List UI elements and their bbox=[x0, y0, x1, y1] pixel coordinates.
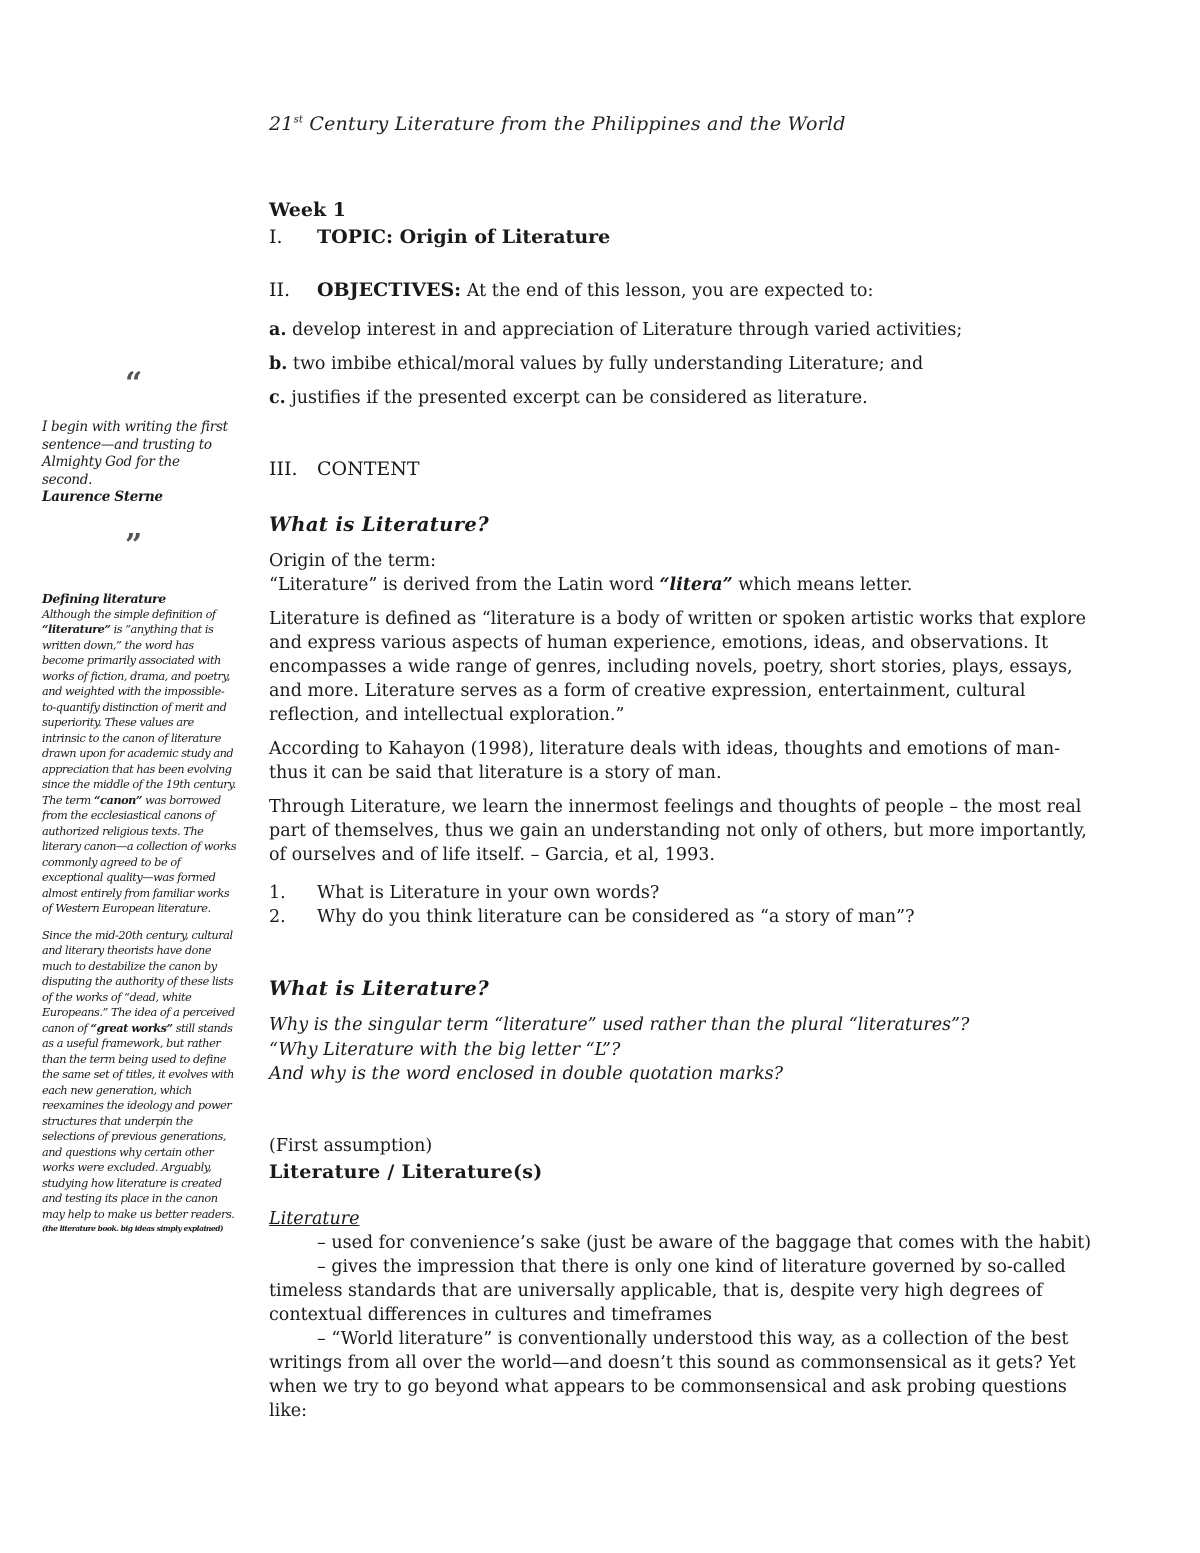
sidebar-defining-literature bbox=[42, 591, 237, 1234]
guiding-questions bbox=[269, 1013, 1099, 1087]
main-content bbox=[269, 197, 1099, 1423]
question-list bbox=[269, 881, 1099, 929]
sidebar-title: Defining literature bbox=[42, 591, 166, 606]
quote-close-mark: ” bbox=[125, 528, 143, 563]
guiding-question: “Why Literature with the big letter “L”? bbox=[269, 1039, 621, 1060]
sidebar-quote-author: Laurence Sterne bbox=[42, 489, 163, 505]
objective-item: b. two imbibe ethical/moral values by fully understanding Literature; and bbox=[269, 354, 924, 374]
page-header-title: 21st Century Literature from the Philippines and the World bbox=[269, 113, 846, 135]
assumption-label: (First assumption) bbox=[269, 1135, 433, 1156]
week-label: Week 1 bbox=[269, 199, 346, 221]
note-item: – used for convenience’s sake (just be aware of the baggage that comes with the habit) bbox=[317, 1232, 1092, 1253]
kahayon-paragraph: According to Kahayon (1998), literature deals with ideas, thoughts and emotions of man- thus it can be said that literature is a story of man. bbox=[269, 739, 1061, 783]
objectives-list bbox=[269, 318, 1099, 410]
note-item: – gives the impression that there is only one kind of literature governed by so-called timeless standards that are universally applicable, that is, despite very high degrees of contextual differences in cultures and timeframes bbox=[269, 1256, 1066, 1325]
garcia-paragraph: Through Literature, we learn the innermost feelings and thoughts of people – the most real part of themselves, thus we gain an understanding not only of others, but more importantly, of ourselves and of life itself. – Garcia, et al, 1993. bbox=[269, 797, 1087, 865]
literature-subheading: Literature bbox=[269, 1208, 360, 1229]
origin-of-term bbox=[269, 549, 1099, 597]
section-title: What is Literature? bbox=[269, 513, 490, 536]
topic-heading: I. TOPIC: Origin of Literature bbox=[269, 226, 611, 248]
literature-heading: Literature / Literature(s) bbox=[269, 1160, 543, 1183]
sidebar-quote bbox=[42, 419, 232, 507]
section-title: What is Literature? bbox=[269, 977, 490, 1000]
guiding-question: Why is the singular term “literature” used rather than the plural “literatures”? bbox=[269, 1015, 970, 1035]
guiding-question: And why is the word enclosed in double quotation marks? bbox=[269, 1064, 784, 1084]
definition-paragraph: Literature is defined as “literature is a body of written or spoken artistic works that explore and express various aspects of human experience, emotions, ideas, and observations. It encompasses a wide range of genres, including novels, poetry, short stories, plays, essays, and more. Literature serves as a form of creative expression, entertainment, cultural reflection, and intellectual exploration.” bbox=[269, 609, 1086, 725]
objective-item: a. develop interest in and appreciation of Literature through varied activities; bbox=[269, 320, 963, 340]
sidebar-paragraph: Although the simple definition of “literature” is “anything that is written down,” the word has become primarily associated with works of fiction, drama, and poetry, and weighted with the impossible-to-quantify distinction of merit and superiority. These values are intrinsic to the canon of literature drawn upon for academic study and appreciation that has been evolving since the middle of the 19th century. bbox=[42, 607, 236, 791]
sidebar-paragraph: Since the mid-20th century, cultural and literary theorists have done much to destabilize the canon by disputing the authority of these lists of the works of “dead, white Europeans.” The idea of a perceived canon of “great works” still stands as a useful framework, but rather than the term being used to define the same set of titles, it evolves with each new generation, which reexamines the ideology and power structures that underpin the selections of previous generations, and questions why certain other works were excluded. Arguably, studying how literature is created and testing its place in the canon may help to make us better readers. bbox=[42, 928, 235, 1221]
question-item: 1. What is Literature in your own words? bbox=[269, 883, 660, 903]
question-item: 2. Why do you think literature can be considered as “a story of man”? bbox=[269, 907, 915, 927]
objectives-heading: II. OBJECTIVES: At the end of this lesson, you are expected to: bbox=[269, 279, 874, 301]
quote-open-mark: “ bbox=[125, 366, 143, 401]
objective-item: c. justifies if the presented excerpt can be considered as literature. bbox=[269, 388, 868, 408]
origin-text: “Literature” is derived from the Latin word “litera” which means letter. bbox=[269, 575, 913, 595]
literature-notes bbox=[269, 1231, 1099, 1423]
sidebar-quote-text: I begin with writing the first sentence—and trusting to Almighty God for the second. bbox=[42, 419, 228, 488]
note-item: – “World literature” is conventionally understood this way, as a collection of the best writings from all over the world—and doesn’t this sound as commonsensical as it gets? Yet when we try to go beyond what appears to be commonsensical and ask probing questions like: bbox=[269, 1328, 1076, 1421]
content-heading: III. CONTENT bbox=[269, 458, 420, 480]
sidebar-paragraph: The term “canon” was borrowed from the ecclesiastical canons of authorized religious texts. The literary canon—a collection of works commonly agreed to be of exceptional quality—was formed almost entirely from familiar works of Western European literature. bbox=[42, 792, 237, 915]
origin-label: Origin of the term: bbox=[269, 551, 436, 571]
sidebar-source: (the literature book. big ideas simply explained) bbox=[42, 1224, 224, 1233]
